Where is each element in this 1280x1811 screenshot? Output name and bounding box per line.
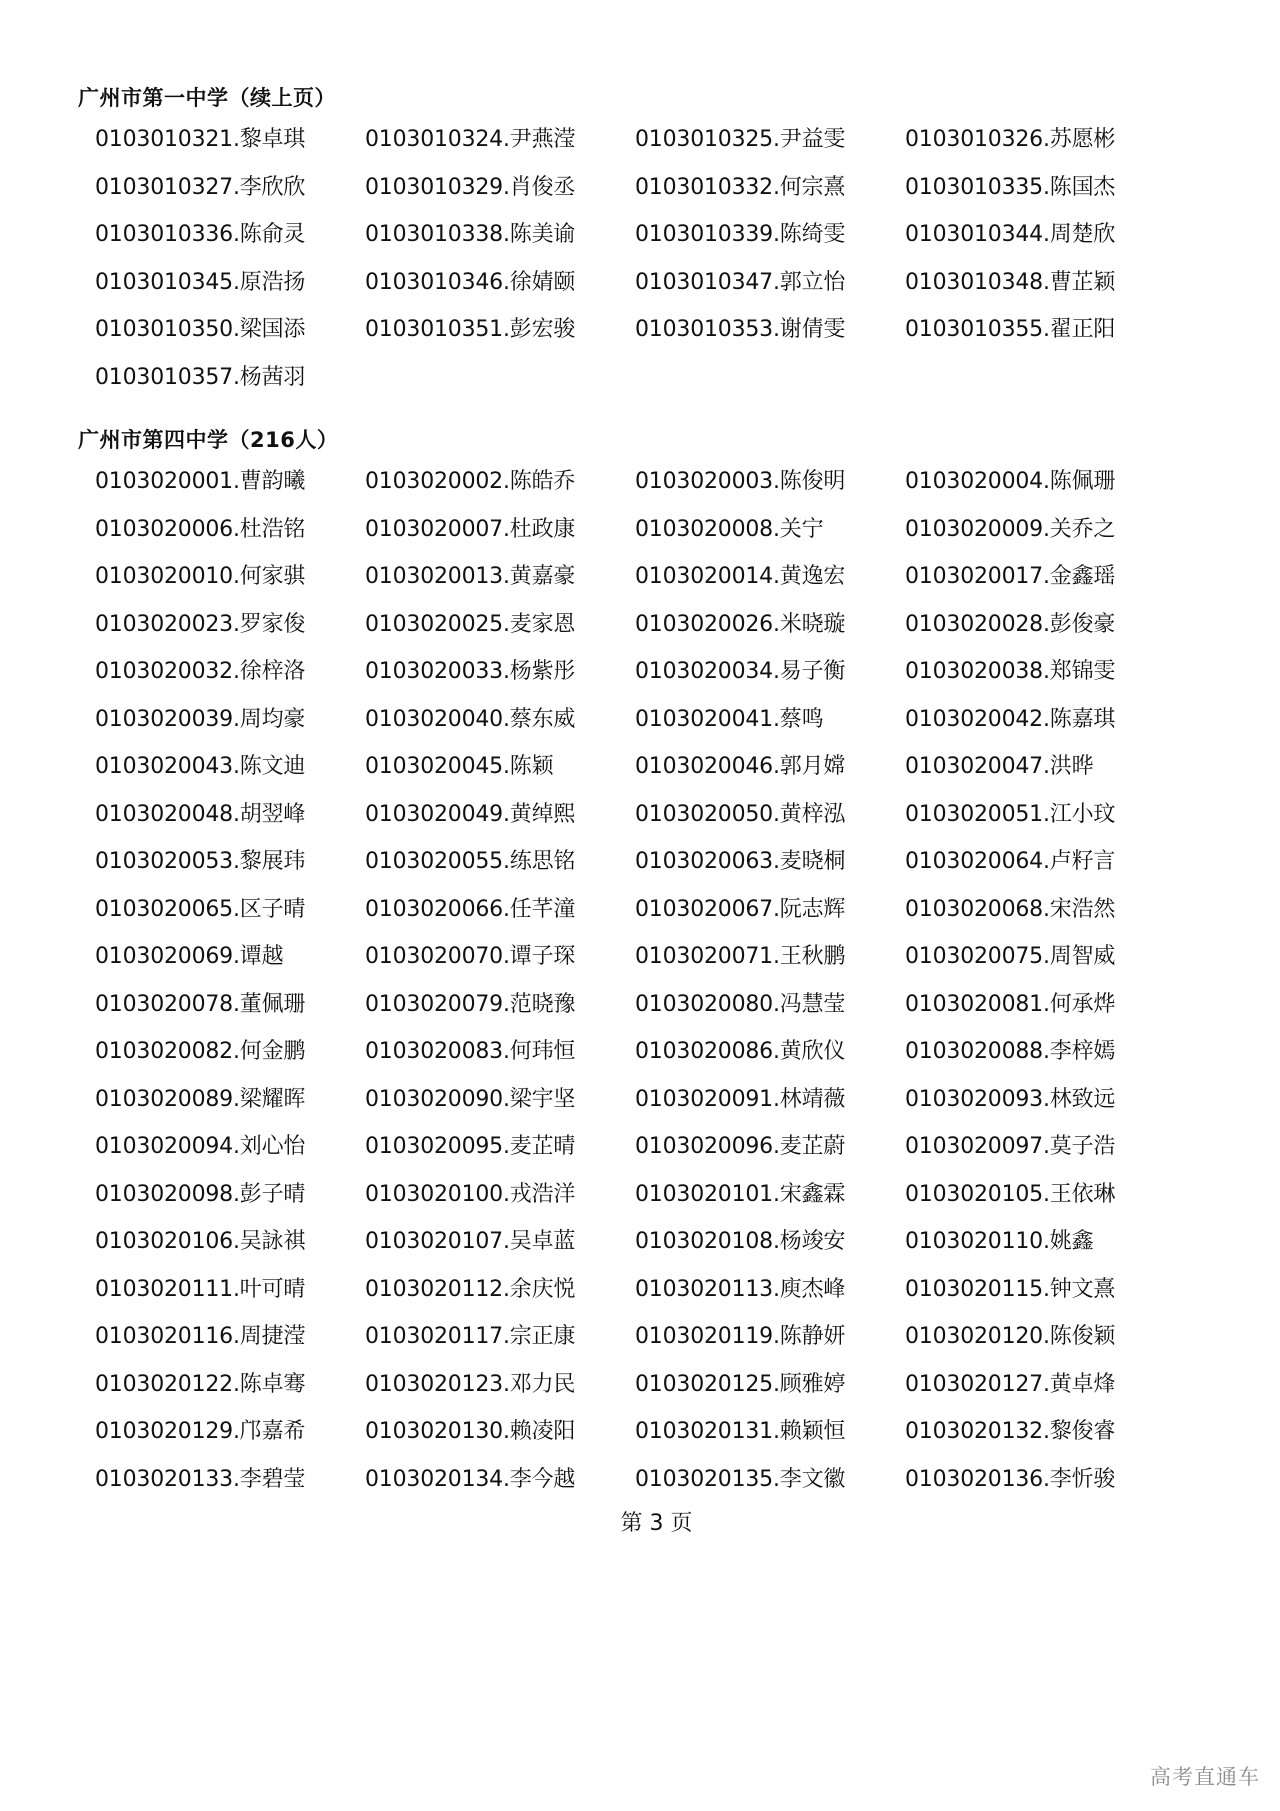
student-entry: 0103020051.江小玟 bbox=[905, 801, 1116, 827]
student-entry: 0103010344.周楚欣 bbox=[905, 222, 1116, 247]
student-entry: 0103010355.翟正阳 bbox=[905, 317, 1116, 342]
student-entry: 0103020075.周智威 bbox=[905, 944, 1116, 969]
student-entry: 0103020088.李梓嫣 bbox=[905, 1039, 1116, 1064]
student-entry: 0103020063.麦晓桐 bbox=[635, 849, 846, 874]
student-entry: 0103020050.黄梓泓 bbox=[635, 801, 846, 827]
student-entry: 0103020115.钟文熹 bbox=[905, 1276, 1116, 1302]
student-entry: 0103020064.卢籽言 bbox=[905, 849, 1116, 874]
student-entry: 0103020107.吴卓蓝 bbox=[365, 1229, 576, 1254]
student-entry: 0103020117.宗正康 bbox=[365, 1324, 576, 1349]
student-entry: 0103020090.梁宇坚 bbox=[365, 1086, 576, 1112]
student-entry: 0103010351.彭宏骏 bbox=[365, 317, 576, 342]
student-entry: 0103020032.徐梓洛 bbox=[95, 659, 306, 684]
student-entry: 0103020080.冯慧莹 bbox=[635, 991, 846, 1017]
student-entry: 0103020122.陈卓骞 bbox=[95, 1371, 306, 1397]
student-entry: 0103020017.金鑫瑶 bbox=[905, 564, 1116, 589]
student-entry: 0103020089.梁耀晖 bbox=[95, 1086, 306, 1112]
student-entry: 0103020042.陈嘉琪 bbox=[905, 706, 1116, 732]
student-entry: 0103020095.麦芷晴 bbox=[365, 1134, 576, 1159]
student-entry: 0103020111.叶可晴 bbox=[95, 1276, 306, 1302]
student-entry: 0103020028.彭俊豪 bbox=[905, 611, 1116, 637]
student-entry: 0103010346.徐婧颐 bbox=[365, 269, 576, 295]
student-entry: 0103020106.吴詠祺 bbox=[95, 1229, 306, 1254]
student-entry: 0103020100.戎浩洋 bbox=[365, 1181, 576, 1207]
student-entry: 0103020123.邓力民 bbox=[365, 1371, 576, 1397]
student-entry: 0103020003.陈俊明 bbox=[635, 469, 846, 494]
student-entry: 0103020132.黎俊睿 bbox=[905, 1419, 1116, 1444]
section-title-school-1: 广州市第一中学（续上页） bbox=[78, 86, 336, 110]
student-entry: 0103020038.郑锦雯 bbox=[905, 659, 1116, 684]
student-entry: 0103020098.彭子晴 bbox=[95, 1181, 306, 1207]
student-entry: 0103020068.宋浩然 bbox=[905, 896, 1116, 922]
section-title-school-4: 广州市第四中学（216人） bbox=[78, 428, 339, 452]
student-entry: 0103020048.胡翌峰 bbox=[95, 801, 306, 827]
student-entry: 0103010329.肖俊丞 bbox=[365, 174, 576, 200]
student-entry: 0103020039.周均豪 bbox=[95, 706, 306, 732]
student-entry: 0103020136.李忻骏 bbox=[905, 1466, 1116, 1492]
student-entry: 0103020097.莫子浩 bbox=[905, 1134, 1116, 1159]
student-entry: 0103020083.何玮恒 bbox=[365, 1039, 576, 1064]
student-entry: 0103010338.陈美谕 bbox=[365, 222, 576, 247]
student-entry: 0103010350.梁国添 bbox=[95, 317, 306, 342]
student-entry: 0103010348.曹芷颖 bbox=[905, 269, 1116, 295]
student-entry: 0103020105.王依琳 bbox=[905, 1181, 1116, 1207]
student-entry: 0103020023.罗家俊 bbox=[95, 611, 306, 637]
student-entry: 0103020133.李碧莹 bbox=[95, 1466, 306, 1492]
watermark-text: 高考直通车 bbox=[1150, 1765, 1260, 1789]
student-entry: 0103020033.杨紫彤 bbox=[365, 659, 576, 684]
student-entry: 0103010321.黎卓琪 bbox=[95, 127, 306, 152]
student-entry: 0103020086.黄欣仪 bbox=[635, 1039, 846, 1064]
student-entry: 0103020013.黄嘉豪 bbox=[365, 564, 576, 589]
student-entry: 0103020094.刘心怡 bbox=[95, 1134, 306, 1159]
student-entry: 0103020116.周捷滢 bbox=[95, 1324, 306, 1349]
student-entry: 0103020129.邝嘉希 bbox=[95, 1419, 306, 1444]
student-entry: 0103020009.关乔之 bbox=[905, 516, 1116, 542]
student-entry: 0103020125.顾雅婷 bbox=[635, 1371, 846, 1397]
student-entry: 0103020025.麦家恩 bbox=[365, 611, 576, 637]
student-entry: 0103020034.易子衡 bbox=[635, 659, 846, 684]
student-entry: 0103020091.林靖薇 bbox=[635, 1086, 846, 1112]
student-entry: 0103020079.范晓豫 bbox=[365, 991, 576, 1017]
student-entry: 0103020043.陈文迪 bbox=[95, 754, 306, 779]
student-entry: 0103010335.陈国杰 bbox=[905, 174, 1116, 200]
student-entry: 0103010339.陈绮雯 bbox=[635, 222, 846, 247]
student-entry: 0103020120.陈俊颖 bbox=[905, 1324, 1116, 1349]
student-entry: 0103010336.陈俞灵 bbox=[95, 222, 306, 247]
student-entry: 0103010345.原浩扬 bbox=[95, 269, 306, 295]
student-entry: 0103020082.何金鹏 bbox=[95, 1039, 306, 1064]
student-entry: 0103020108.杨竣安 bbox=[635, 1229, 846, 1254]
student-entry: 0103020008.关宁 bbox=[635, 516, 824, 542]
student-entry: 0103020093.林致远 bbox=[905, 1086, 1116, 1112]
student-entry: 0103020130.赖凌阳 bbox=[365, 1419, 576, 1444]
student-entry: 0103020002.陈皓乔 bbox=[365, 469, 576, 494]
student-entry: 0103020010.何家骐 bbox=[95, 564, 306, 589]
student-entry: 0103020006.杜浩铭 bbox=[95, 516, 306, 542]
page-number: 第 3 页 bbox=[620, 1511, 693, 1536]
student-entry: 0103010347.郭立怡 bbox=[635, 269, 846, 295]
student-entry: 0103020081.何承烨 bbox=[905, 991, 1116, 1017]
student-entry: 0103020101.宋鑫霖 bbox=[635, 1181, 846, 1207]
student-entry: 0103020053.黎展玮 bbox=[95, 849, 306, 874]
student-entry: 0103010332.何宗熹 bbox=[635, 174, 846, 200]
student-entry: 0103010324.尹燕滢 bbox=[365, 127, 576, 152]
student-entry: 0103020041.蔡鸣 bbox=[635, 706, 824, 732]
student-entry: 0103020119.陈静妍 bbox=[635, 1324, 846, 1349]
student-entry: 0103020070.谭子琛 bbox=[365, 944, 576, 969]
student-list-school-4 bbox=[95, 458, 1175, 1503]
student-entry: 0103020071.王秋鹏 bbox=[635, 944, 846, 969]
student-list-school-1 bbox=[95, 116, 1175, 401]
student-entry: 0103020127.黄卓烽 bbox=[905, 1371, 1116, 1397]
student-entry: 0103020040.蔡东威 bbox=[365, 706, 576, 732]
student-entry: 0103020096.麦芷蔚 bbox=[635, 1134, 846, 1159]
student-entry: 0103020078.董佩珊 bbox=[95, 991, 306, 1017]
student-entry: 0103020046.郭月嫦 bbox=[635, 754, 846, 779]
student-entry: 0103020014.黄逸宏 bbox=[635, 564, 846, 589]
student-entry: 0103020045.陈颖 bbox=[365, 754, 554, 779]
student-entry: 0103020112.余庆悦 bbox=[365, 1276, 576, 1302]
student-entry: 0103020026.米晓璇 bbox=[635, 611, 846, 637]
student-entry: 0103010325.尹益雯 bbox=[635, 127, 846, 152]
student-entry: 0103020065.区子晴 bbox=[95, 896, 306, 922]
student-entry: 0103020135.李文徽 bbox=[635, 1466, 846, 1492]
student-entry: 0103020055.练思铭 bbox=[365, 849, 576, 874]
student-entry: 0103020004.陈佩珊 bbox=[905, 469, 1116, 494]
student-entry: 0103020110.姚鑫 bbox=[905, 1229, 1094, 1254]
student-entry: 0103010353.谢倩雯 bbox=[635, 317, 846, 342]
student-entry: 0103020049.黄绰熙 bbox=[365, 801, 576, 827]
student-entry: 0103020131.赖颖恒 bbox=[635, 1419, 846, 1444]
student-entry: 0103010357.杨茜羽 bbox=[95, 364, 306, 390]
student-entry: 0103020134.李今越 bbox=[365, 1466, 576, 1492]
student-entry: 0103020067.阮志辉 bbox=[635, 896, 846, 922]
student-entry: 0103020113.庾杰峰 bbox=[635, 1276, 846, 1302]
student-entry: 0103010326.苏愿彬 bbox=[905, 127, 1116, 152]
student-entry: 0103020066.任芊潼 bbox=[365, 896, 576, 922]
student-entry: 0103020007.杜政康 bbox=[365, 516, 576, 542]
student-entry: 0103020001.曹韵曦 bbox=[95, 469, 306, 494]
student-entry: 0103020069.谭越 bbox=[95, 944, 284, 969]
student-entry: 0103020047.洪晔 bbox=[905, 754, 1094, 779]
student-entry: 0103010327.李欣欣 bbox=[95, 174, 306, 200]
